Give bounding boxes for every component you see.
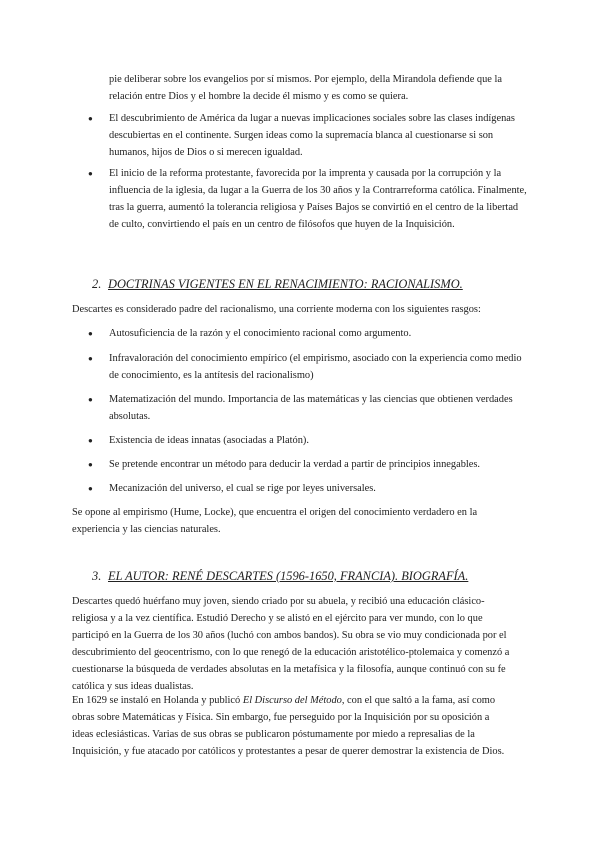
list-item: Mecanización del universo, el cual se rige por leyes universales. (109, 483, 376, 494)
section-3-paragraph-2 (72, 692, 512, 760)
list-item: Infravaloración del conocimiento empírico (el empirismo, asociado con la experiencia como medio de conocimiento, es la antítesis del racionalismo) (109, 353, 522, 381)
section-2-closing: Se opone al empirismo (Hume, Locke), que encuentra el origen del conocimiento verdadero en la experiencia y las ciencias naturales. (72, 507, 478, 535)
bullet-icon: ● (88, 395, 93, 404)
section-2-number: 2. (92, 277, 102, 291)
section-3-paragraph-1: Descartes quedó huérfano muy joven, siendo criado por su abuela, y recibió una educación clásico-religiosa y a la vez científica. Estudió Derecho y se alistó en el ejército para ver mundo, con lo que participó en la Guerra de los 30 años (luchó con ambos bandos). Su obra se vio muy condicionada por el descubrimiento del geocentrismo, con lo que renegó de la educación aristotélico-ptolemaica y comenzó a cuestionarse la búsqueda de verdades absolutas en la metafísica y la filosofía, aunque continuó con su fe católica y sus ideas dualistas. (72, 596, 510, 692)
bullet-icon: ● (88, 460, 93, 469)
section-2-title: DOCTRINAS VIGENTES EN EL RENACIMIENTO: RACIONALISMO. (108, 277, 463, 291)
section-2-heading (92, 276, 463, 292)
bullet-icon: ● (88, 114, 93, 123)
list-item: Autosuficiencia de la razón y el conocimiento racional como argumento. (109, 328, 412, 339)
list-item: Se pretende encontrar un método para deducir la verdad a partir de principios innegables. (109, 459, 481, 470)
section-3-heading (92, 568, 468, 584)
section-2-intro: Descartes es considerado padre del racionalismo, una corriente moderna con los siguientes rasgos: (72, 304, 481, 315)
book-title: El Discurso del Método (242, 695, 342, 706)
bullet-icon: ● (88, 329, 93, 338)
list-item: El descubrimiento de América da lugar a nuevas implicaciones sociales sobre las clases indígenas descubiertas en el continente. Surgen ideas como la supremacía blanca al cuestionarse si son humanos, hijos de Dios o si merecen igualdad. (109, 113, 515, 158)
list-item: Existencia de ideas innatas (asociadas a Platón). (109, 435, 309, 446)
intro-continuation: pie deliberar sobre los evangelios por sí mismos. Por ejemplo, della Mirandola defiende que la relación entre Dios y el hombre la decide él mismo y es como se quiera. (109, 74, 503, 102)
list-item: Matematización del mundo. Importancia de las matemáticas y las ciencias que obtienen verdades absolutas. (109, 394, 513, 422)
paragraph-2-text-end: , con el que saltó a la fama, así como obras sobre Matemáticas y Física. Sin embargo, fue perseguido por la Inquisición por su oposición a ideas eclesiásticas. Varias de sus obras se publicaron póstumamente por miedo a represalias de la Inquisición, y fue atacado por católicos y protestantes a pesar de querer demostrar la existencia de Dios. (72, 695, 505, 757)
bullet-icon: ● (88, 169, 93, 178)
paragraph-2-text-start: En 1629 se instaló en Holanda y publicó (72, 695, 243, 706)
bullet-icon: ● (88, 436, 93, 445)
list-item: El inicio de la reforma protestante, favorecida por la imprenta y causada por la corrupción y la influencia de la iglesia, da lugar a la Guerra de los 30 años y la Contrarreforma católica. Finalmente, tras la guerra, aumentó la tolerancia religiosa y Países Bajos se convirtió en el centro de la libertad de culto, convirtiendo el país en un centro de filósofos que huyen de la Inquisición. (109, 168, 527, 230)
bullet-icon: ● (88, 354, 93, 363)
section-3-number: 3. (92, 569, 102, 583)
bullet-icon: ● (88, 484, 93, 493)
section-3-title: EL AUTOR: RENÉ DESCARTES (1596-1650, FRANCIA). BIOGRAFÍA. (108, 569, 469, 583)
